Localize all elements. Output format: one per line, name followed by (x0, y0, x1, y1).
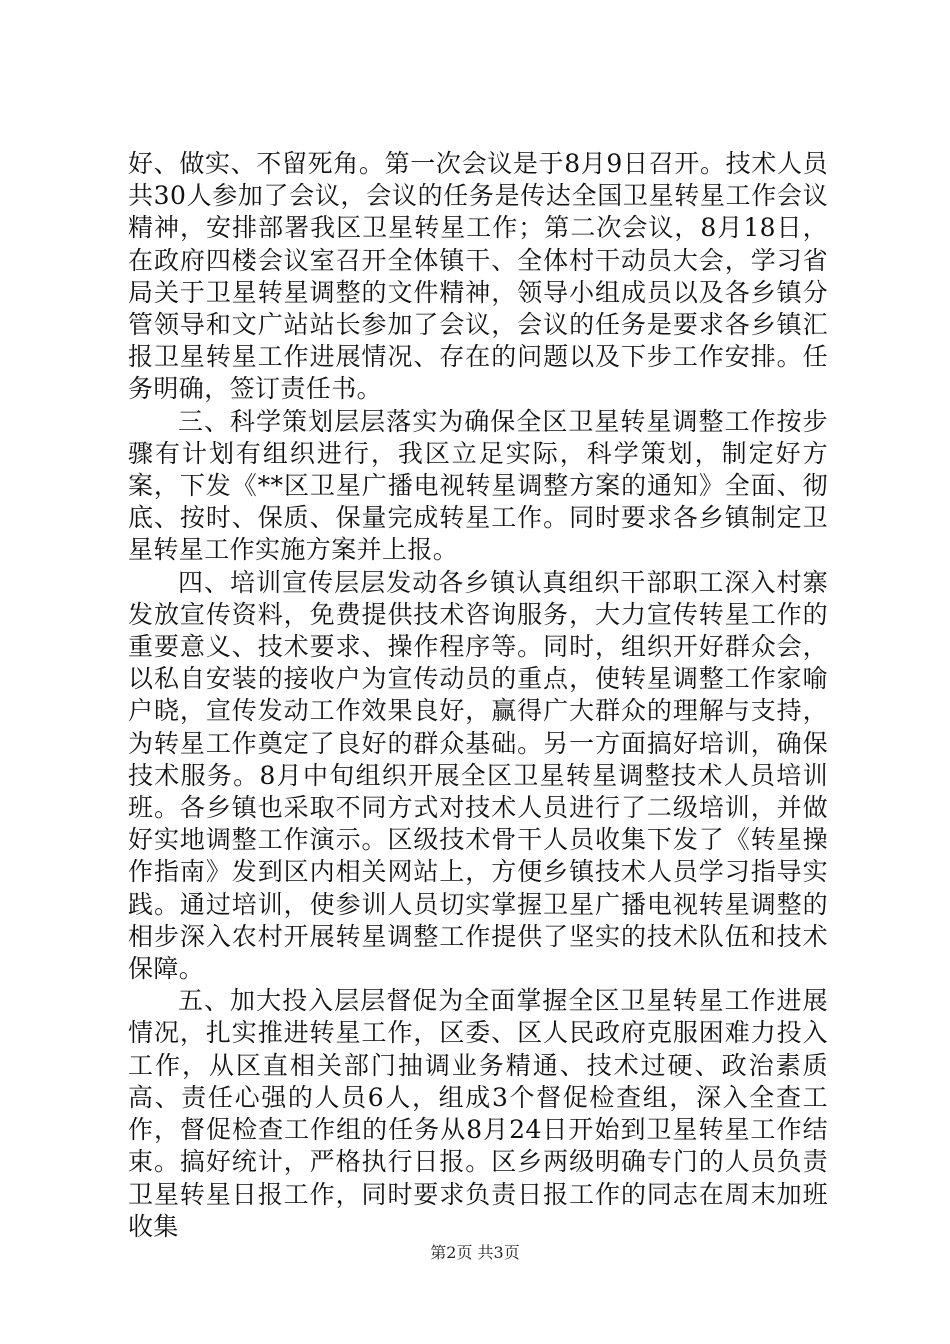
page-number-footer: 第2页 共3页 (430, 1243, 520, 1262)
paragraph-meeting-summary: 好、做实、不留死角。第一次会议是于8月9日召开。技术人员共30人参加了会议，会议的任务是传达全国卫星转星工作会议精神，安排部署我区卫星转星工作；第二次会议，8月18日，在政府四楼会议室召开全体镇干、全体村干动员大会，学习省局关于卫星转星调整的文件精神，领导小组成员以及各乡镇分管领导和文广站站长参加了会议，会议的任务是要求各乡镇汇报卫星转星工作进展情况、存在的问题以及下步工作安排。任务明确，签订责任书。 (128, 149, 828, 404)
document-body (128, 148, 828, 1243)
paragraph-planning: 三、科学策划层层落实为确保全区卫星转星调整工作按步骤有计划有组织进行，我区立足实际，科学策划，制定好方案，下发《**区卫星广播电视转星调整方案的通知》全面、彻底、按时、保质、保量完成转星工作。同时要求各乡镇制定卫星转星工作实施方案并上报。 (128, 406, 828, 565)
paragraph-training-publicity: 四、培训宣传层层发动各乡镇认真组织干部职工深入村寨发放宣传资料，免费提供技术咨询服务，大力宣传转星工作的重要意义、技术要求、操作程序等。同时，组织开好群众会，以私自安装的接收户为宣传动员的重点，使转星调整工作家喻户晓，宣传发动工作效果良好，赢得广大群众的理解与支持，为转星工作奠定了良好的群众基础。另一方面搞好培训，确保技术服务。8月中旬组织开展全区卫星转星调整技术人员培训班。各乡镇也采取不同方式对技术人员进行了二级培训，并做好实地调整工作演示。区级技术骨干人员收集下发了《转星操作指南》发到区内相关网站上，方便乡镇技术人员学习指导实践。通过培训，使参训人员切实掌握卫星广播电视转星调整的相步深入农村开展转星调整工作提供了坚实的技术队伍和技术保障。 (128, 567, 828, 984)
paragraph-supervision: 五、加大投入层层督促为全面掌握全区卫星转星工作进展情况，扎实推进转星工作，区委、区人民政府克服困难力投入工作，从区直相关部门抽调业务精通、技术过硬、政治素质高、责任心强的人员6人，组成3个督促检查组，深入全查工作，督促检查工作组的任务从8月24日开始到卫星转星工作结束。搞好统计，严格执行日报。区乡两级明确专门的人员负责卫星转星日报工作，同时要求负责日报工作的同志在周末加班收集 (128, 986, 828, 1241)
